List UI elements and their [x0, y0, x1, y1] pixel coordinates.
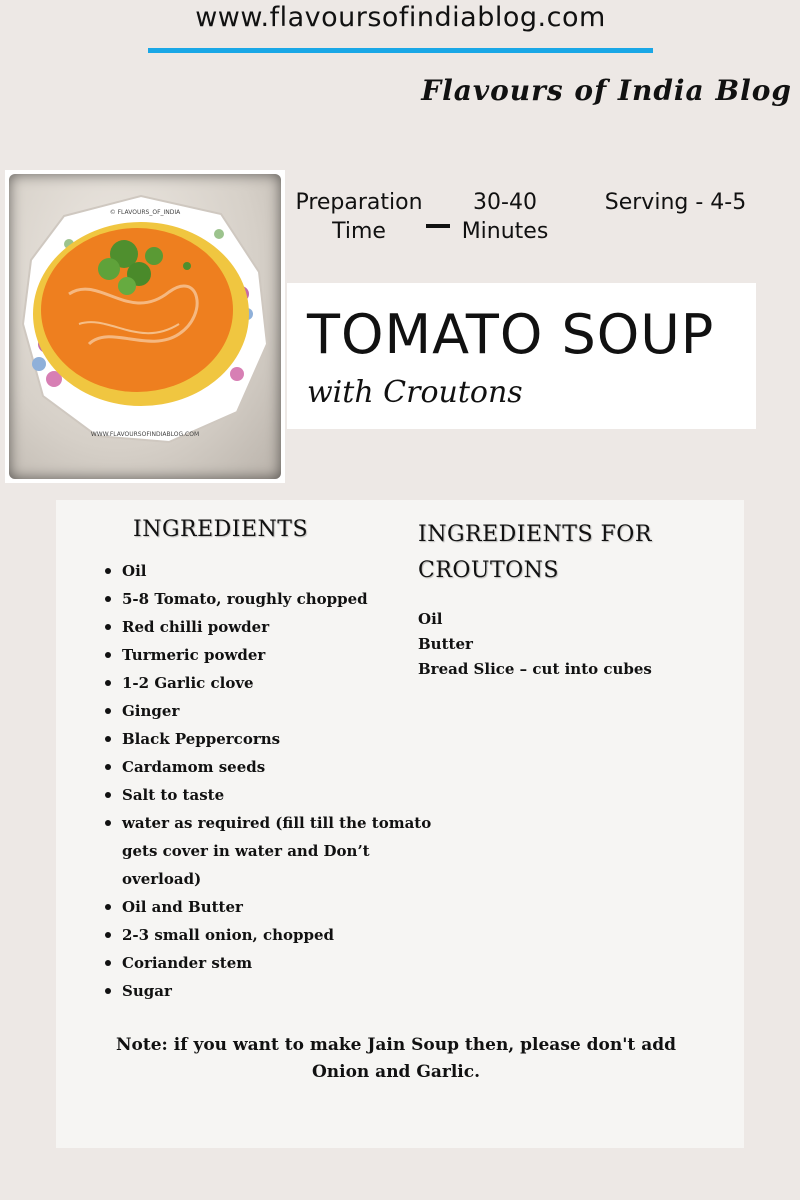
list-item: Cardamom seeds: [122, 753, 442, 781]
list-item: Oil: [418, 610, 443, 628]
site-url-underline: [148, 48, 653, 53]
list-item: Coriander stem: [122, 949, 442, 977]
list-item: 1-2 Garlic clove: [122, 669, 442, 697]
prep-time-dash: [426, 224, 450, 228]
croutons-heading: INGREDIENTS FOR CROUTONS: [418, 522, 652, 583]
serving-info: Serving - 4-5: [604, 190, 747, 215]
plate-text-bottom: WWW.FLAVOURSOFINDIABLOG.COM: [90, 431, 200, 438]
list-item: 5-8 Tomato, roughly chopped: [122, 585, 442, 613]
list-item: Salt to taste: [122, 781, 442, 809]
list-item: Red chilli powder: [122, 613, 442, 641]
list-item: 2-3 small onion, chopped: [122, 921, 442, 949]
list-item: Oil: [122, 557, 442, 585]
site-url[interactable]: www.flavoursofindiablog.com: [195, 2, 606, 33]
prep-time-value: 30-40 Minutes: [461, 190, 549, 244]
list-item: water as required (fill till the tomato gets cover in water and Don’t overload): [122, 809, 442, 893]
ingredients-panel: [56, 500, 744, 1148]
recipe-info: [290, 188, 760, 258]
recipe-title: TOMATO SOUP: [307, 303, 715, 366]
plate-text-top: © FLAVOURS_OF_INDIA: [109, 209, 181, 216]
list-item: Oil and Butter: [122, 893, 442, 921]
ingredients-heading: INGREDIENTS: [133, 517, 309, 542]
croutons-column: [418, 517, 718, 682]
list-item: Sugar: [122, 977, 442, 1005]
list-item: Bread Slice – cut into cubes: [418, 660, 652, 678]
list-item: Black Peppercorns: [122, 725, 442, 753]
ingredients-list: [122, 557, 442, 1005]
title-card: [287, 283, 756, 429]
croutons-list: [418, 607, 718, 682]
soup-photo: [5, 170, 285, 483]
list-item: Ginger: [122, 697, 442, 725]
recipe-subtitle: with Croutons: [307, 375, 523, 410]
list-item: Butter: [418, 635, 473, 653]
soup-bowl-illustration: [9, 174, 281, 479]
blog-name: Flavours of India Blog: [421, 74, 792, 107]
list-item: Turmeric powder: [122, 641, 442, 669]
prep-time-label: Preparation Time: [295, 190, 423, 244]
jain-note: Note: if you want to make Jain Soup then, please don't add Onion and Garlic.: [116, 1035, 676, 1082]
